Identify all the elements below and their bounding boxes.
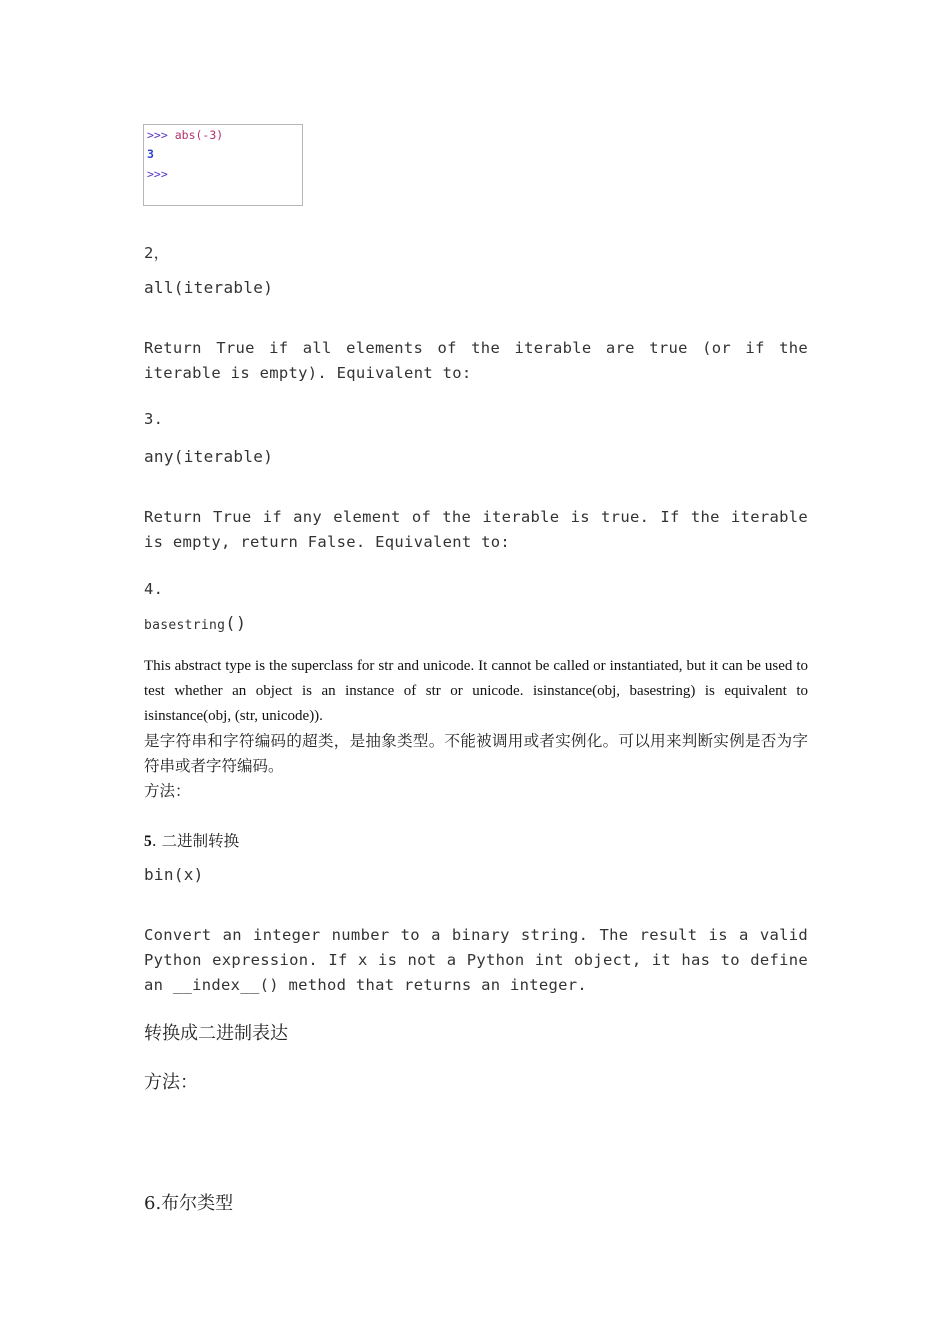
python-shell-screenshot — [143, 124, 303, 206]
section-3-number: 3. — [144, 410, 164, 428]
section-4-description: This abstract type is the superclass for str and unicode. It cannot be called or instantiated, but it can be used to test whether an object is an instance of str or unicode. isinstance(obj, basestring) is equivalent to isinstance(obj, (str, unicode)). — [144, 658, 808, 724]
section-4-signature-name: basestring — [144, 618, 226, 633]
section-3-description: Return True if any element of the iterable is true. If the iterable is empty, return False. Equivalent to: — [144, 508, 808, 551]
section-5-heading-text: . 二进制转换 — [151, 832, 240, 850]
section-4-signature-parens: () — [225, 614, 247, 634]
section-3-signature: any(iterable) — [144, 447, 274, 466]
section-4-number: 4. — [144, 580, 164, 598]
section-2-signature: all(iterable) — [144, 278, 274, 297]
shell-line-1 — [147, 125, 223, 145]
section-5-method-label: 方法： — [144, 1072, 198, 1093]
section-5-description: Convert an integer number to a binary string. The result is a valid Python expression. If x is not a Python int object, it has to define an __index__() method that returns an integer. — [144, 926, 808, 994]
section-5-chinese-description: 转换成二进制表达 — [144, 1023, 288, 1044]
section-4-chinese-description: 是字符串和字符编码的超类，是抽象类型。不能被调用或者实例化。可以用来判断实例是否为字符串或者字符编码。 — [144, 732, 808, 775]
section-2-description: Return True if all elements of the iterable are true (or if the iterable is empty). Equivalent to: — [144, 339, 808, 382]
section-5-number: 5 — [144, 833, 152, 850]
section-6-heading: 6.布尔类型 — [144, 1193, 234, 1214]
section-2-number: 2， — [144, 244, 170, 262]
section-4-signature — [144, 614, 246, 634]
section-5-signature: bin(x) — [144, 865, 204, 884]
shell-prompt: >>> — [147, 167, 168, 181]
shell-prompt: >>> — [147, 128, 168, 142]
section-4-method-label: 方法： — [144, 782, 191, 800]
section-5-heading — [144, 829, 239, 851]
shell-output: 3 — [147, 147, 154, 161]
shell-code: abs(-3) — [174, 128, 224, 142]
